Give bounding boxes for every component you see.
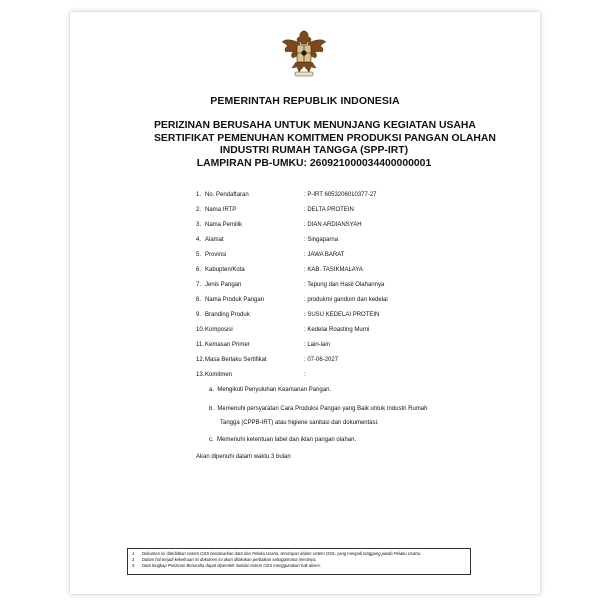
field-label: Masa Berlaku Sertifikat [205, 357, 267, 363]
garuda-emblem-icon [279, 28, 329, 80]
footer-note: 1 Dokumen ini diterbitkan sistem OSS berdasarkan data dari Pelaku Usaha, tersimpan dalam sistem OSS, yang menjadi tanggung jawab Pelaku Usaha. [132, 551, 422, 556]
field-number: 11. [196, 342, 204, 348]
field-label: Komposisi [205, 327, 233, 333]
field-colon: : [304, 267, 306, 273]
title-line: INDUSTRI RUMAH TANGGA (SPP-IRT) [219, 145, 409, 156]
field-label: Nama Produk Pangan [205, 297, 265, 303]
field-number: 10. [196, 327, 205, 333]
commitment-item: b. Memenuhi persyaratan Cara Produksi Pangan yang Baik untuk Industri Rumah [209, 406, 428, 412]
field-label: Nama IRTP [205, 207, 237, 213]
field-label: Kabupten/Kota [205, 267, 245, 273]
title-line: PERIZINAN BERUSAHA UNTUK MENUNJANG KEGIATAN USAHA [154, 120, 476, 131]
field-number: 12. [196, 357, 205, 363]
field-number: 8. [196, 297, 202, 303]
field-colon: : [304, 372, 306, 378]
field-label: No. Pendaftaran [205, 192, 249, 198]
field-number: 4. [196, 237, 202, 243]
commitment-item-continued: Tangga (CPPB-IRT) atau higiene sanitasi dan dokumentasi. [220, 420, 379, 426]
field-number: 2. [196, 207, 202, 213]
field-label: Kemasan Primer [205, 342, 250, 348]
footer-notes-box [127, 548, 471, 575]
government-heading: PEMERINTAH REPUBLIK INDONESIA [210, 95, 400, 107]
field-label: Branding Produk [205, 312, 250, 318]
certificate-title [154, 120, 496, 170]
field-colon: : [304, 312, 306, 318]
field-colon: : [304, 237, 306, 243]
field-colon: : [304, 192, 306, 198]
field-colon: : [304, 282, 306, 288]
commitment-item: c. Memenuhi ketentuan label dan iklan pangan olahan. [209, 437, 357, 443]
footer-note: 2 Dalam hal terjadi kekeliruan isi dokumen ini akan dilakukan perbaikan sebagaimana mestinya. [132, 557, 317, 562]
field-label: Alamat [205, 237, 224, 243]
field-value: Kedelai Roasting Murni [307, 327, 370, 333]
field-colon: : [304, 327, 306, 333]
field-value: P-IRT 6053206010377-27 [307, 192, 377, 198]
field-number: 13. [196, 372, 205, 378]
field-colon: : [304, 207, 306, 213]
title-line: LAMPIRAN PB-UMKU: 260921000034400000001 [196, 157, 432, 169]
field-value: DIAN ARDIANSYAH [307, 222, 362, 228]
certificate-page [70, 12, 540, 594]
title-line: SERTIFIKAT PEMENUHAN KOMITMEN PRODUKSI PANGAN OLAHAN [154, 132, 496, 144]
field-number: 9. [196, 312, 202, 318]
field-number: 5. [196, 252, 202, 258]
field-number: 3. [196, 222, 202, 228]
footer-note: 3 Data lengkap Perizinan Berusaha dapat diperoleh melalui sistem OSS menggunakan hak akses. [132, 563, 322, 568]
field-value: Singaparna [307, 237, 339, 243]
field-colon: : [304, 252, 306, 258]
field-number: 7. [196, 282, 202, 288]
field-colon: : [304, 342, 306, 348]
fulfillment-note: Akan dipenuhi dalam waktu 3 bulan [196, 454, 291, 460]
field-label: Jenis Pangan [205, 282, 242, 288]
field-colon: : [304, 222, 306, 228]
field-number: 1. [196, 192, 202, 198]
field-value: DELTA PROTEIN [307, 207, 354, 213]
field-value: Tepung dan Hasil Olahannya [307, 282, 385, 288]
field-colon: : [304, 297, 306, 303]
commitment-item: a. Mengikuti Penyuluhan Keamanan Pangan. [209, 387, 332, 393]
field-value: SUSU KEDELAI PROTEIN [307, 312, 380, 318]
field-label: Nama Pemilik [205, 222, 243, 228]
field-colon: : [304, 357, 306, 363]
field-value: 07-06-2027 [307, 357, 339, 363]
field-value: JAWA BARAT [307, 252, 345, 258]
field-number: 6. [196, 267, 202, 273]
field-label: Provinsi [205, 252, 227, 258]
field-value: KAB. TASIKMALAYA [307, 267, 363, 273]
field-value: produkmi gandum dan kedelai [307, 297, 388, 303]
field-label: Komitmen [205, 372, 233, 378]
field-value: Lain-lain [307, 342, 331, 348]
